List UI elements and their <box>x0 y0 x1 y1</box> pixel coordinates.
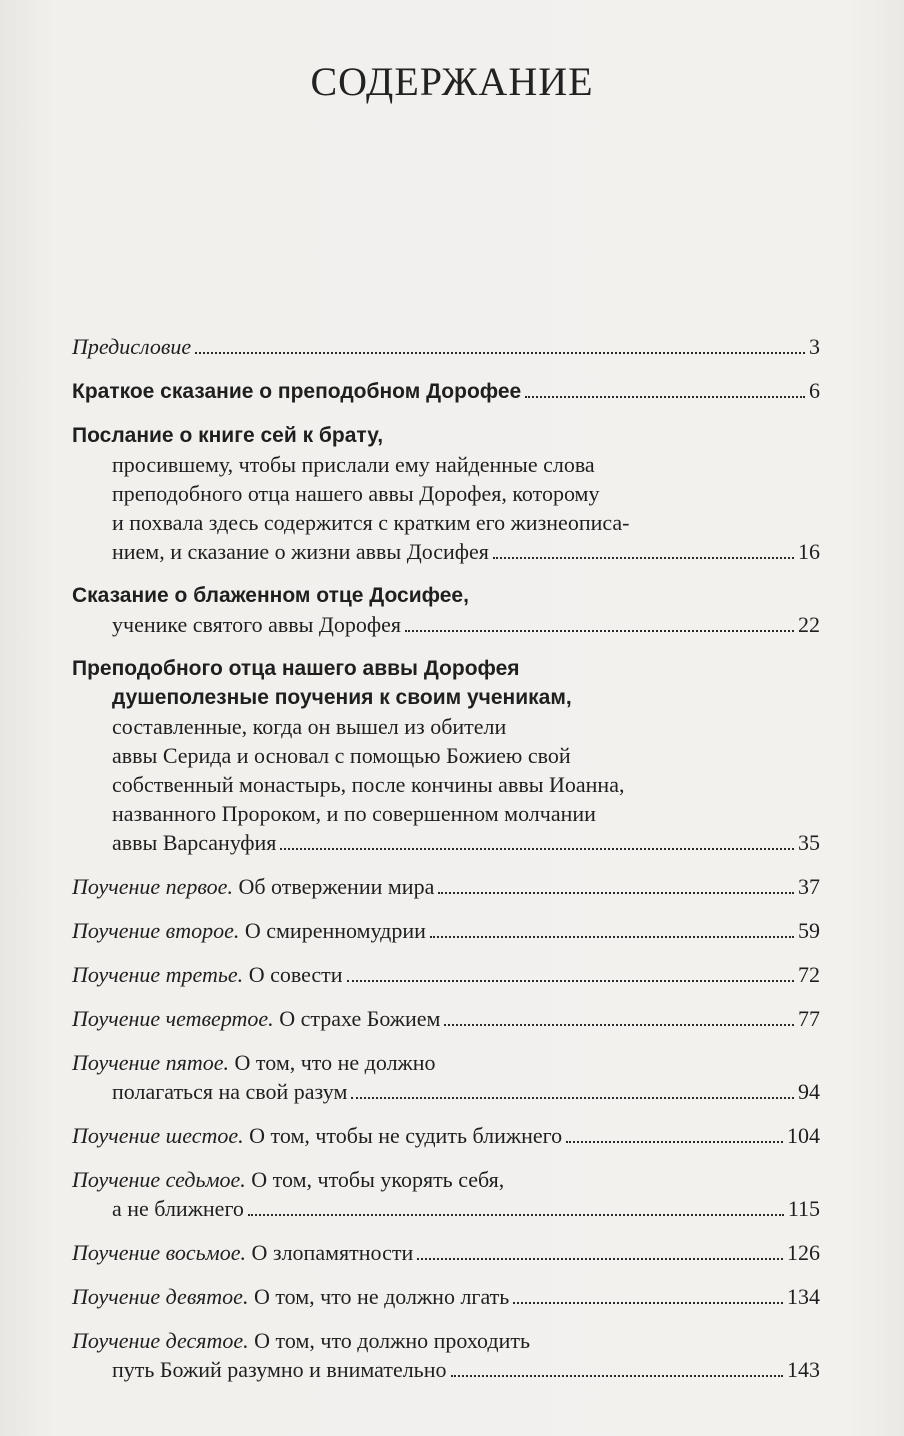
entry-label: Поучение пятое. <box>72 1050 230 1075</box>
page-number: 94 <box>798 1079 820 1104</box>
page-number: 104 <box>787 1123 820 1148</box>
toc-entry-teaching-10 <box>72 1326 820 1384</box>
entry-title: Краткое сказание о преподобном Дорофее <box>72 380 522 403</box>
entry-title: О смиренномудрии <box>239 918 426 943</box>
toc-entry-teaching-3 <box>72 960 820 989</box>
entry-subline: нием, и сказание о жизни аввы Досифея <box>112 539 489 564</box>
entry-subline: ученике святого аввы Дорофея <box>112 612 402 637</box>
entry-subline: путь Божий разумно и внимательно <box>112 1357 447 1382</box>
page-number: 35 <box>798 830 820 855</box>
dot-leader <box>438 892 794 894</box>
entry-subline: преподобного отца нашего аввы Дорофея, которому <box>112 481 600 506</box>
entry-subline: и похвала здесь содержится с кратким его жизнеописа- <box>112 510 630 535</box>
dot-leader <box>280 848 794 850</box>
dot-leader <box>195 352 805 354</box>
toc-entry-teaching-9 <box>72 1282 820 1311</box>
page-number: 143 <box>787 1357 820 1382</box>
entry-label: Поучение четвертое. <box>72 1006 274 1031</box>
toc-entry-teaching-2 <box>72 916 820 945</box>
entry-label: Поучение третье. <box>72 962 244 987</box>
entry-heading: Послание о книге сей к брату, <box>72 424 384 447</box>
entry-label: Поучение второе. <box>72 918 240 943</box>
toc-entry-epistle <box>72 421 820 566</box>
entry-title: О совести <box>243 962 343 987</box>
entry-subline: полагаться на свой разум <box>112 1079 348 1104</box>
entry-title: О злопамятности <box>246 1240 414 1265</box>
entry-title: Об отвержении мира <box>232 874 435 899</box>
entry-title: Предисловие <box>72 334 192 359</box>
entry-title: О том, что не должно <box>229 1050 436 1075</box>
dot-leader <box>248 1214 784 1216</box>
entry-label: Поучение шестое. <box>72 1123 244 1148</box>
entry-label: Поучение первое. <box>72 874 233 899</box>
dot-leader <box>451 1375 784 1377</box>
page-number: 126 <box>787 1240 820 1265</box>
dot-leader <box>405 630 794 632</box>
dot-leader <box>444 1024 794 1026</box>
dot-leader <box>513 1302 783 1304</box>
entry-title: О том, что не должно лгать <box>248 1284 510 1309</box>
entry-title: О страхе Божием <box>273 1006 441 1031</box>
page-number: 72 <box>798 962 820 987</box>
toc-entry-teaching-5 <box>72 1048 820 1106</box>
entry-title: О том, чтобы не судить ближнего <box>243 1123 563 1148</box>
toc-entry-preface <box>72 332 820 361</box>
dot-leader <box>351 1097 794 1099</box>
dot-leader <box>347 980 794 982</box>
entry-label: Поучение десятое. <box>72 1328 249 1353</box>
toc-entry-teaching-4 <box>72 1004 820 1033</box>
entry-label: Поучение седьмое. <box>72 1167 246 1192</box>
toc-entry-teaching-1 <box>72 872 820 901</box>
page-number: 59 <box>798 918 820 943</box>
entry-heading: душеполезные поучения к своим ученикам, <box>112 686 572 709</box>
page-number: 16 <box>798 539 820 564</box>
entry-subline: собственный монастырь, после кончины аввы Иоанна, <box>112 772 625 797</box>
dot-leader <box>525 396 805 398</box>
page-number: 6 <box>809 378 820 403</box>
dot-leader <box>493 557 794 559</box>
entry-subline: названного Пророком, и по совершенном молчании <box>112 801 596 826</box>
toc-entry-teaching-8 <box>72 1238 820 1267</box>
entry-heading: Преподобного отца нашего аввы Дорофея <box>72 657 520 680</box>
toc-entry-teachings <box>72 654 820 857</box>
page-number: 115 <box>787 1196 820 1221</box>
toc-entry-dositheus <box>72 581 820 639</box>
toc-entry-short-tale <box>72 376 820 406</box>
table-of-contents <box>72 332 820 1399</box>
dot-leader <box>430 936 794 938</box>
entry-title: О том, что должно проходить <box>248 1328 530 1353</box>
entry-subline: просившему, чтобы прислали ему найденные слова <box>112 452 595 477</box>
entry-subline: составленные, когда он вышел из обители <box>112 714 507 739</box>
dot-leader <box>417 1258 783 1260</box>
page-title: СОДЕРЖАНИЕ <box>310 59 594 104</box>
dot-leader <box>566 1141 783 1143</box>
entry-label: Поучение девятое. <box>72 1284 249 1309</box>
entry-subline: аввы Серида и основал с помощью Божиею свой <box>112 743 571 768</box>
entry-subline: а не ближнего <box>112 1196 244 1221</box>
entry-subline: аввы Варсануфия <box>112 830 277 855</box>
page-number: 3 <box>809 334 820 359</box>
entry-label: Поучение восьмое. <box>72 1240 246 1265</box>
page-number: 134 <box>787 1284 820 1309</box>
page-number: 22 <box>798 612 820 637</box>
entry-heading: Сказание о блаженном отце Досифее, <box>72 584 469 607</box>
toc-entry-teaching-6 <box>72 1121 820 1150</box>
toc-entry-teaching-7 <box>72 1165 820 1223</box>
page-number: 77 <box>798 1006 820 1031</box>
page-number: 37 <box>798 874 820 899</box>
entry-title: О том, чтобы укорять себя, <box>245 1167 505 1192</box>
